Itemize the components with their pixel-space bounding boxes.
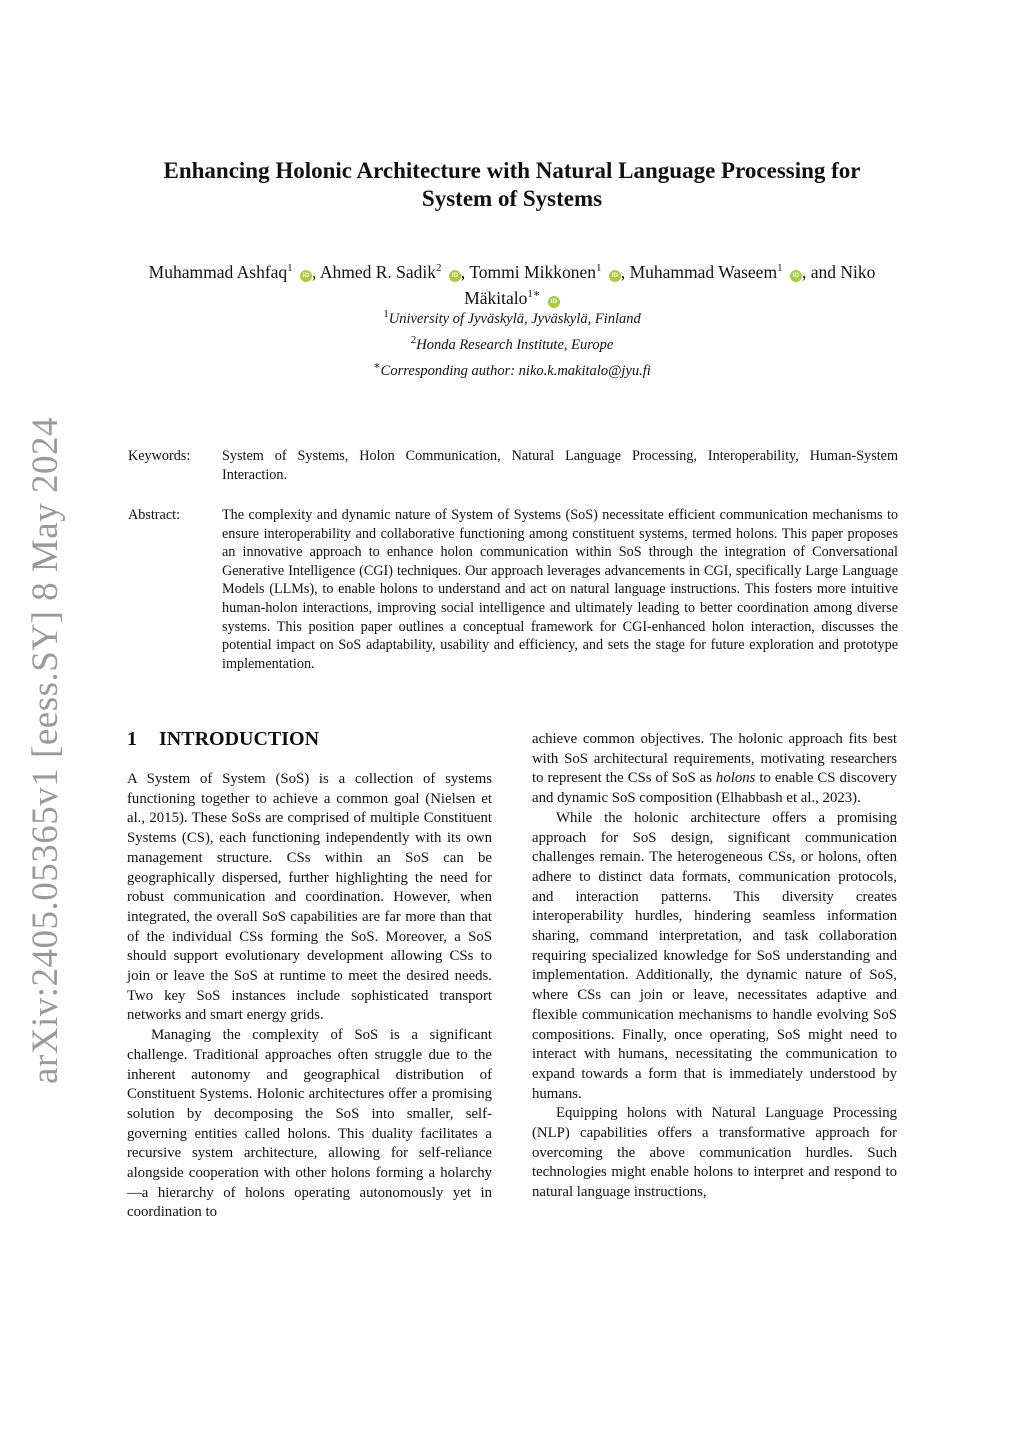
section-number: 1 [127, 728, 137, 750]
author-separator: , [460, 261, 470, 282]
corresponding-author-text[interactable]: Corresponding author: niko.k.makitalo@jyu.fi [380, 362, 651, 379]
paragraph-text: to enable CS discovery and dynamic SoS composition (Elhabbash et al., 2023). [532, 770, 897, 807]
emphasis-text: holons [715, 770, 756, 787]
keywords-text: System of Systems, Holon Communication, Natural Language Processing, Interoperability, Human-System Interaction. [222, 448, 898, 483]
author-list [110, 257, 914, 309]
abstract-text: The complexity and dynamic nature of System of Systems (SoS) necessitate efficient communication mechanisms to ensure interoperability and collaborative functioning among constituent systems, termed holons. This paper proposes an innovative approach to enhance holon communication within SoS through the integration of Conversational Generative Intelligence (CGI) techniques. Our approach leverages advancements in CGI, specifically Large Language Models (LLMs), to enable holons to understand and act on natural language instructions. This fosters more intuitive human-holon interactions, improving social intelligence and ultimately leading to better coordination among diverse systems. This position paper outlines a conceptual framework for CGI-enhanced holon interaction, discusses the potential impact on SoS adaptability, usability and efficiency, and sets the stage for future exploration and prototype implementation. [222, 507, 898, 672]
paragraph: Managing the complexity of SoS is a significant challenge. Traditional approaches often struggle due to the inherent autonomy and geographical distribution of Constituent Systems. Holonic architectures offer a promising solution by decomposing the SoS into smaller, self-governing entities called holons. This duality facilitates a recursive system architecture, allowing for self-reliance alongside cooperation with other holons forming a holarchy—a hierarchy of holons operating autonomously yet in coordination to [127, 1027, 492, 1221]
orcid-icon[interactable]: iD [300, 270, 312, 282]
affiliation [110, 304, 914, 330]
arxiv-side-stamp [14, 416, 76, 1084]
affiliation-list [110, 304, 914, 381]
orcid-icon[interactable]: iD [548, 296, 560, 308]
arxiv-identifier: arXiv:2405.05365v1 [eess.SY] 8 May 2024 [24, 416, 66, 1084]
orcid-icon[interactable]: iD [609, 270, 621, 282]
section-title: INTRODUCTION [159, 728, 320, 750]
author-name: Mäkitalo [464, 287, 528, 308]
paper-title [110, 157, 914, 213]
abstract-block [128, 506, 898, 676]
paragraph: A System of System (SoS) is a collection of systems functioning together to achieve a common goal (Nielsen et al., 2015). These SoSs are comprised of multiple Constituent Systems (CS), each functioning independently with its own management structure. CSs within an SoS can be geographically dispersed, further highlighting the need for robust communication and coordination. However, when integrated, the overall SoS capabilities are far more than that of the individual CSs forming the SoS. Moreover, a SoS should support evolutionary development allowing CSs to join or leave the SoS at runtime to meet the desired needs. Two key SoS instances include sophisticated transport networks and smart energy grids. [127, 771, 492, 1024]
author-affil-sup: 2 [436, 262, 442, 274]
keywords-label: Keywords: [128, 448, 191, 464]
author-separator: , [620, 261, 630, 282]
author-name: Muhammad Ashfaq [148, 261, 288, 282]
title-line-2: System of Systems [421, 186, 603, 211]
author-name: Ahmed R. Sadik [319, 261, 437, 282]
title-line-1: Enhancing Holonic Architecture with Natural Language Processing for [163, 158, 861, 183]
paragraph: While the holonic architecture offers a promising approach for SoS design, significant communication challenges remain. The heterogeneous CSs, or holons, often adhere to distinct data formats, communication protocols, and interaction patterns. This diversity creates interoperability hurdles, hindering seamless information sharing, command interpretation, and task collaboration requiring specialized knowledge for SoS understanding and implementation. Additionally, the dynamic nature of SoS, where CSs can join or leave, necessitates adaptive and flexible communication mechanisms to handle evolving SoS compositions. Finally, once operating, SoS might need to interact with humans, necessitating the communication to expand towards a form that is immediately understood by humans. [532, 809, 897, 1102]
author-name: Tommi Mikkonen [469, 261, 596, 282]
author-name: Muhammad Waseem [629, 261, 778, 282]
affiliation-sup: 1 [383, 308, 389, 320]
author-affil-sup: 1 [595, 262, 602, 274]
affiliation-text: University of Jyväskylä, Jyväskylä, Finland [388, 310, 641, 327]
orcid-icon[interactable]: iD [449, 270, 461, 282]
author-separator: , [312, 261, 320, 282]
section-heading-introduction [127, 727, 497, 751]
affiliation-text: Honda Research Institute, Europe [416, 336, 614, 353]
author-affil-sup: 1∗ [527, 287, 541, 300]
corresponding-author [110, 356, 914, 382]
abstract-label: Abstract: [128, 507, 181, 523]
affiliation [110, 330, 914, 356]
author-affil-sup: 1 [777, 262, 783, 274]
author-affil-sup: 1 [287, 262, 293, 274]
paragraph-text: achieve common objectives. The holonic approach fits best with SoS architectural requirements, motivating researchers to represent the CSs of SoS as [532, 731, 897, 787]
affiliation-sup: 2 [410, 333, 417, 346]
orcid-icon[interactable]: iD [790, 270, 802, 282]
paragraph: Equipping holons with Natural Language Processing (NLP) capabilities offers a transformative approach for overcoming the above communication hurdles. Such technologies might enable holons to interpret and respond to natural language instructions, [532, 1105, 897, 1201]
right-column [532, 730, 897, 1203]
affiliation-sup: ∗ [373, 359, 381, 372]
author-separator: , and Niko [801, 261, 876, 282]
left-column [127, 770, 492, 1223]
keywords-block [128, 447, 898, 487]
paragraph [532, 730, 897, 809]
